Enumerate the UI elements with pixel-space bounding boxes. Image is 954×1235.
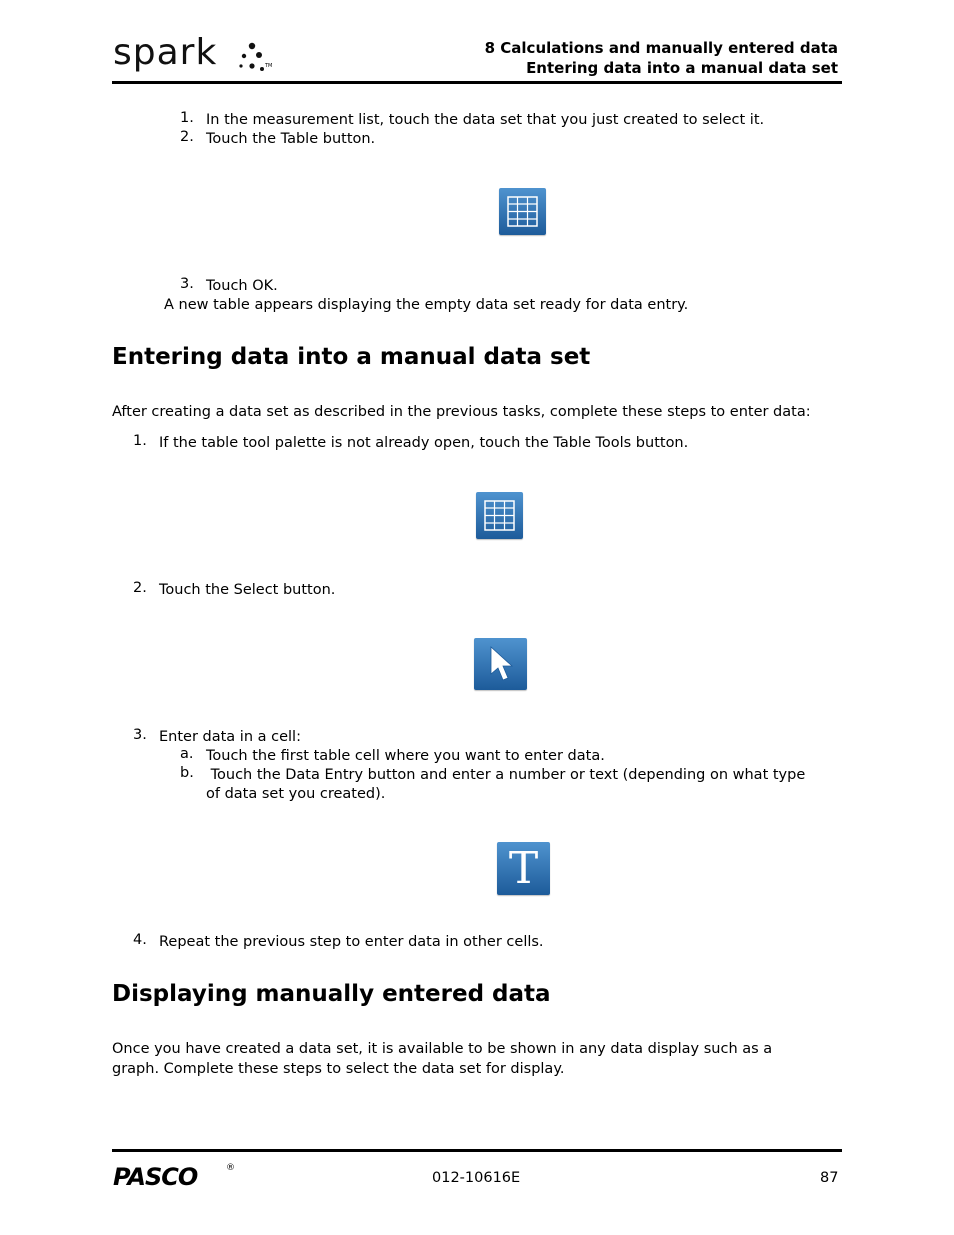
registered-mark: ® bbox=[226, 1163, 235, 1173]
pasco-logo-text: PASCO bbox=[113, 1163, 198, 1191]
section-title: Entering data into a manual data set bbox=[526, 59, 838, 77]
trademark: TM bbox=[265, 63, 273, 69]
substep-letter: a. bbox=[180, 746, 194, 762]
header-rule bbox=[112, 81, 842, 84]
step-text: If the table tool palette is not already open, touch the Table Tools button. bbox=[159, 435, 689, 451]
table-grid-icon bbox=[499, 188, 546, 235]
substep-text-continued: of data set you created). bbox=[206, 786, 386, 802]
spark-logo-text: spark bbox=[113, 32, 218, 73]
select-button-icon bbox=[474, 638, 527, 690]
text-t-icon: T bbox=[508, 843, 539, 894]
spark-dots-icon bbox=[237, 42, 273, 76]
step-number: 2. bbox=[133, 580, 147, 596]
section-heading: Entering data into a manual data set bbox=[112, 344, 591, 370]
paragraph-line: graph. Complete these steps to select the data set for display. bbox=[112, 1061, 565, 1077]
table-button-icon bbox=[499, 188, 546, 235]
footer-rule bbox=[112, 1149, 842, 1152]
step-number: 1. bbox=[180, 110, 194, 126]
page-number: 87 bbox=[820, 1170, 839, 1186]
pasco-logo bbox=[113, 1163, 238, 1193]
data-entry-button-icon bbox=[497, 842, 550, 895]
paragraph-line: Once you have created a data set, it is available to be shown in any data display such as a bbox=[112, 1041, 773, 1057]
step-text: In the measurement list, touch the data set that you just created to select it. bbox=[206, 112, 765, 128]
spark-logo bbox=[113, 32, 283, 76]
section-lead: After creating a data set as described in the previous tasks, complete these steps to enter data: bbox=[112, 404, 811, 420]
step-text: Touch OK. bbox=[206, 278, 278, 294]
substep-text: Touch the Data Entry button and enter a number or text (depending on what type bbox=[206, 767, 806, 783]
step-number: 3. bbox=[133, 727, 147, 743]
result-text: A new table appears displaying the empty data set ready for data entry. bbox=[164, 297, 689, 313]
substep-text: Touch the first table cell where you want to enter data. bbox=[206, 748, 605, 764]
substep-letter: b. bbox=[180, 765, 194, 781]
step-number: 3. bbox=[180, 276, 194, 292]
step-number: 1. bbox=[133, 433, 147, 449]
table-grid-icon bbox=[476, 492, 523, 539]
document-number: 012-10616E bbox=[432, 1170, 521, 1186]
section-heading: Displaying manually entered data bbox=[112, 981, 551, 1007]
step-text: Enter data in a cell: bbox=[159, 729, 301, 745]
step-number: 4. bbox=[133, 932, 147, 948]
cursor-arrow-icon bbox=[474, 638, 527, 690]
step-number: 2. bbox=[180, 129, 194, 145]
chapter-title: 8 Calculations and manually entered data bbox=[484, 39, 838, 57]
step-text: Touch the Select button. bbox=[159, 582, 336, 598]
table-tools-button-icon bbox=[476, 492, 523, 539]
step-text: Repeat the previous step to enter data in other cells. bbox=[159, 934, 544, 950]
step-text: Touch the Table button. bbox=[206, 131, 376, 147]
